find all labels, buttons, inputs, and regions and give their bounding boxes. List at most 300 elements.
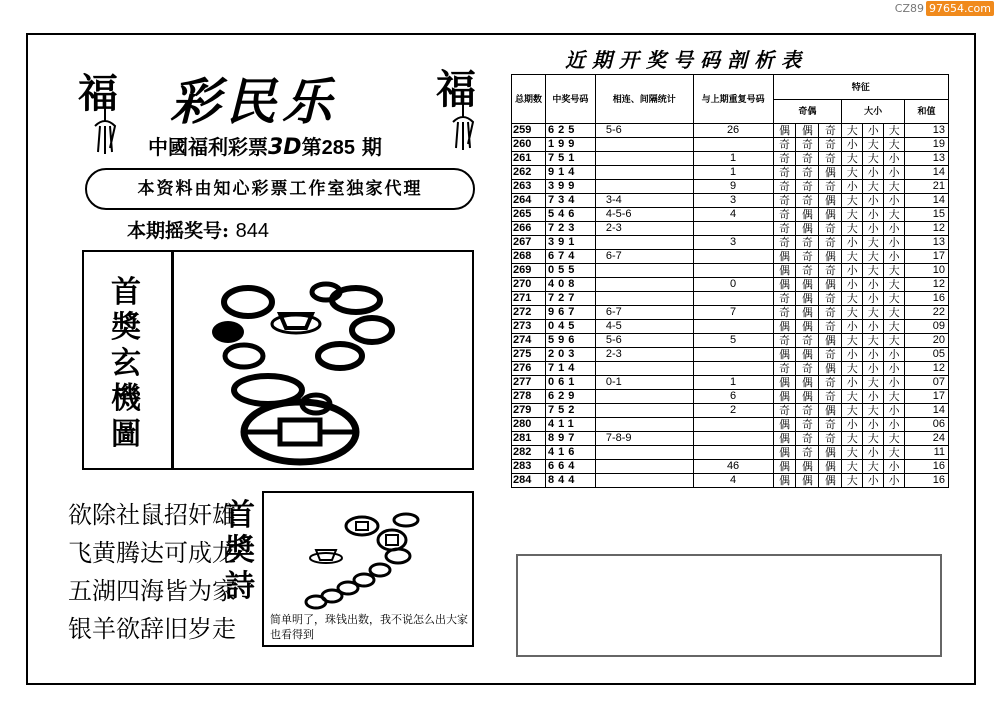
odd-even-cell: 偶 [796, 278, 819, 292]
sum-cell: 13 [905, 124, 949, 138]
number-cell: 664 [545, 460, 595, 474]
odd-even-cell: 奇 [773, 166, 796, 180]
sum-cell: 21 [905, 180, 949, 194]
odd-even-cell: 奇 [819, 124, 842, 138]
header-number: 中奖号码 [545, 75, 595, 124]
table-row [512, 362, 949, 376]
sum-cell: 16 [905, 292, 949, 306]
consecutive-cell [595, 138, 693, 152]
big-small-cell: 大 [863, 306, 884, 320]
agency-banner: 本资料由知心彩票工作室独家代理 [85, 168, 475, 210]
repeat-cell [693, 320, 773, 334]
sum-cell: 14 [905, 194, 949, 208]
big-small-cell: 大 [884, 278, 905, 292]
issue-cell: 279 [512, 404, 546, 418]
big-small-cell: 大 [842, 222, 863, 236]
sum-cell: 17 [905, 250, 949, 264]
big-small-cell: 小 [863, 320, 884, 334]
big-small-cell: 大 [863, 432, 884, 446]
number-cell: 844 [545, 474, 595, 488]
big-small-cell: 大 [884, 432, 905, 446]
repeat-cell: 9 [693, 180, 773, 194]
table-row [512, 278, 949, 292]
header-odd-even: 奇偶 [773, 99, 842, 124]
big-small-cell: 大 [842, 250, 863, 264]
issue-cell: 261 [512, 152, 546, 166]
mystery-label-char: 機 [111, 381, 141, 417]
issue-cell: 276 [512, 362, 546, 376]
big-small-cell: 小 [842, 376, 863, 390]
odd-even-cell: 奇 [773, 152, 796, 166]
consecutive-cell [595, 264, 693, 278]
issue-cell: 274 [512, 334, 546, 348]
poem-label-char: 首 [225, 498, 255, 533]
issue-mid: 第 [301, 135, 322, 159]
big-small-cell: 大 [884, 264, 905, 278]
consecutive-cell: 7-8-9 [595, 432, 693, 446]
repeat-cell: 26 [693, 124, 773, 138]
big-small-cell: 小 [863, 418, 884, 432]
consecutive-cell [595, 166, 693, 180]
consecutive-cell [595, 278, 693, 292]
big-small-cell: 大 [842, 362, 863, 376]
repeat-cell: 0 [693, 278, 773, 292]
sum-cell: 12 [905, 222, 949, 236]
number-cell: 408 [545, 278, 595, 292]
mystery-divider [171, 250, 174, 470]
header-features: 特征 [773, 75, 948, 100]
number-cell: 203 [545, 348, 595, 362]
issue-cell: 262 [512, 166, 546, 180]
big-small-cell: 小 [863, 362, 884, 376]
number-cell: 674 [545, 250, 595, 264]
poem-line: 银羊欲辞旧岁走 [68, 615, 236, 643]
odd-even-cell: 奇 [819, 390, 842, 404]
issue-number: 285 [321, 137, 355, 159]
odd-even-cell: 奇 [819, 236, 842, 250]
sum-cell: 12 [905, 278, 949, 292]
odd-even-cell: 奇 [773, 292, 796, 306]
repeat-cell [693, 264, 773, 278]
big-small-cell: 大 [863, 334, 884, 348]
big-small-cell: 大 [863, 404, 884, 418]
big-small-cell: 小 [842, 348, 863, 362]
odd-even-cell: 奇 [796, 180, 819, 194]
big-small-cell: 小 [884, 166, 905, 180]
odd-even-cell: 奇 [819, 418, 842, 432]
consecutive-cell: 4-5 [595, 320, 693, 334]
odd-even-cell: 奇 [773, 180, 796, 194]
sum-cell: 07 [905, 376, 949, 390]
odd-even-cell: 奇 [819, 320, 842, 334]
big-small-cell: 大 [884, 390, 905, 404]
repeat-cell [693, 292, 773, 306]
issue-cell: 282 [512, 446, 546, 460]
issue-cell: 277 [512, 376, 546, 390]
big-small-cell: 大 [884, 446, 905, 460]
odd-even-cell: 奇 [796, 404, 819, 418]
issue-cell: 283 [512, 460, 546, 474]
notes-box [516, 554, 942, 657]
odd-even-cell: 奇 [773, 334, 796, 348]
issue-prefix: 中國福利彩票 [148, 135, 268, 159]
big-small-cell: 大 [863, 138, 884, 152]
odd-even-cell: 偶 [773, 418, 796, 432]
mystery-label-char: 首 [111, 275, 141, 310]
repeat-cell [693, 446, 773, 460]
poem-line: 五湖四海皆为家 [68, 577, 236, 605]
table-row [512, 460, 949, 474]
number-cell: 199 [545, 138, 595, 152]
table-row [512, 474, 949, 488]
big-small-cell: 大 [842, 124, 863, 138]
big-small-cell: 小 [884, 362, 905, 376]
odd-even-cell: 偶 [773, 124, 796, 138]
repeat-cell: 4 [693, 474, 773, 488]
consecutive-cell: 0-1 [595, 376, 693, 390]
repeat-cell [693, 348, 773, 362]
odd-even-cell: 偶 [819, 194, 842, 208]
number-cell: 723 [545, 222, 595, 236]
sum-cell: 17 [905, 390, 949, 404]
header-repeat: 与上期重复号码 [693, 75, 773, 124]
table-row [512, 194, 949, 208]
analysis-table [511, 74, 949, 488]
odd-even-cell: 奇 [819, 292, 842, 306]
table-row [512, 432, 949, 446]
big-small-cell: 小 [863, 348, 884, 362]
big-small-cell: 大 [842, 166, 863, 180]
big-small-cell: 小 [863, 166, 884, 180]
big-small-cell: 大 [842, 474, 863, 488]
mystery-label-char: 奬 [111, 310, 141, 346]
repeat-cell: 3 [693, 194, 773, 208]
odd-even-cell: 偶 [773, 432, 796, 446]
odd-even-cell: 奇 [819, 376, 842, 390]
odd-even-cell: 偶 [796, 376, 819, 390]
number-cell: 714 [545, 362, 595, 376]
big-small-cell: 大 [863, 250, 884, 264]
odd-even-cell: 奇 [819, 432, 842, 446]
big-small-cell: 大 [842, 460, 863, 474]
odd-even-cell: 偶 [773, 390, 796, 404]
odd-even-cell: 偶 [819, 208, 842, 222]
number-cell: 596 [545, 334, 595, 348]
odd-even-cell: 奇 [819, 222, 842, 236]
consecutive-cell [595, 446, 693, 460]
big-small-cell: 小 [884, 222, 905, 236]
odd-even-cell: 奇 [796, 166, 819, 180]
odd-even-cell: 偶 [773, 376, 796, 390]
watermark-site: 97654.com [926, 1, 994, 16]
issue-cell: 273 [512, 320, 546, 334]
big-small-cell: 小 [884, 236, 905, 250]
table-row [512, 306, 949, 320]
consecutive-cell: 6-7 [595, 306, 693, 320]
big-small-cell: 小 [884, 250, 905, 264]
odd-even-cell: 偶 [796, 390, 819, 404]
issue-cell: 265 [512, 208, 546, 222]
big-small-cell: 小 [863, 278, 884, 292]
table-row [512, 376, 949, 390]
repeat-cell: 1 [693, 166, 773, 180]
big-small-cell: 小 [863, 208, 884, 222]
consecutive-cell: 2-3 [595, 348, 693, 362]
sum-cell: 13 [905, 152, 949, 166]
draw-number: 844 [235, 220, 270, 242]
big-small-cell: 大 [842, 152, 863, 166]
sum-cell: 11 [905, 446, 949, 460]
odd-even-cell: 偶 [796, 222, 819, 236]
big-small-cell: 小 [884, 418, 905, 432]
big-small-cell: 小 [842, 418, 863, 432]
odd-even-cell: 偶 [819, 362, 842, 376]
issue-cell: 263 [512, 180, 546, 194]
poem-caption: 简单明了，珠钱出数，我不说怎么出大家也看得到 [270, 613, 468, 641]
odd-even-cell: 偶 [796, 208, 819, 222]
consecutive-cell [595, 474, 693, 488]
big-small-cell: 小 [842, 320, 863, 334]
repeat-cell [693, 362, 773, 376]
repeat-cell [693, 418, 773, 432]
big-small-cell: 大 [884, 138, 905, 152]
issue-cell: 259 [512, 124, 546, 138]
sum-cell: 24 [905, 432, 949, 446]
number-cell: 391 [545, 236, 595, 250]
sum-cell: 15 [905, 208, 949, 222]
header-issue: 总期数 [512, 75, 546, 124]
repeat-cell: 7 [693, 306, 773, 320]
table-row [512, 320, 949, 334]
big-small-cell: 小 [863, 124, 884, 138]
draw-number-line [127, 216, 269, 243]
issue-cell: 260 [512, 138, 546, 152]
odd-even-cell: 奇 [773, 138, 796, 152]
issue-cell: 278 [512, 390, 546, 404]
table-row [512, 446, 949, 460]
poem-text [68, 496, 236, 648]
number-cell: 625 [545, 124, 595, 138]
table-row [512, 180, 949, 194]
watermark-prefix: CZ89 [894, 2, 925, 15]
odd-even-cell: 偶 [773, 460, 796, 474]
consecutive-cell [595, 418, 693, 432]
odd-even-cell: 偶 [773, 278, 796, 292]
poem-label-char: 詩 [225, 568, 255, 604]
number-cell: 045 [545, 320, 595, 334]
big-small-cell: 小 [842, 180, 863, 194]
repeat-cell [693, 222, 773, 236]
big-small-cell: 大 [842, 334, 863, 348]
poem-label-char: 奬 [225, 533, 255, 569]
issue-cell: 268 [512, 250, 546, 264]
table-row [512, 292, 949, 306]
poem-coins-illustration [300, 500, 450, 610]
consecutive-cell: 3-4 [595, 194, 693, 208]
big-small-cell: 大 [842, 432, 863, 446]
table-row [512, 208, 949, 222]
big-small-cell: 大 [884, 124, 905, 138]
odd-even-cell: 奇 [773, 236, 796, 250]
sum-cell: 14 [905, 404, 949, 418]
repeat-cell: 6 [693, 390, 773, 404]
header-big-small: 大小 [842, 99, 905, 124]
draw-label: 本期摇奖号: [127, 220, 230, 242]
number-cell: 967 [545, 306, 595, 320]
odd-even-cell: 奇 [796, 446, 819, 460]
odd-even-cell: 偶 [773, 250, 796, 264]
repeat-cell [693, 250, 773, 264]
odd-even-cell: 偶 [819, 404, 842, 418]
sum-cell: 16 [905, 460, 949, 474]
table-row [512, 138, 949, 152]
odd-even-cell: 偶 [796, 306, 819, 320]
big-small-cell: 小 [842, 138, 863, 152]
consecutive-cell [595, 152, 693, 166]
fu-character-right: 福 [436, 66, 476, 113]
issue-cell: 270 [512, 278, 546, 292]
issue-cell: 267 [512, 236, 546, 250]
sum-cell: 13 [905, 236, 949, 250]
odd-even-cell: 偶 [819, 334, 842, 348]
odd-even-cell: 偶 [796, 474, 819, 488]
big-small-cell: 小 [863, 194, 884, 208]
repeat-cell: 1 [693, 376, 773, 390]
big-small-cell: 小 [842, 278, 863, 292]
odd-even-cell: 奇 [796, 432, 819, 446]
issue-cell: 264 [512, 194, 546, 208]
odd-even-cell: 奇 [796, 250, 819, 264]
consecutive-cell [595, 236, 693, 250]
issue-cell: 272 [512, 306, 546, 320]
consecutive-cell: 4-5-6 [595, 208, 693, 222]
consecutive-cell [595, 180, 693, 194]
number-cell: 411 [545, 418, 595, 432]
odd-even-cell: 偶 [796, 320, 819, 334]
big-small-cell: 大 [863, 180, 884, 194]
big-small-cell: 大 [863, 236, 884, 250]
table-row [512, 250, 949, 264]
consecutive-cell: 5-6 [595, 334, 693, 348]
odd-even-cell: 奇 [796, 264, 819, 278]
tassel-left-icon [80, 108, 130, 158]
table-row [512, 124, 949, 138]
table-row [512, 404, 949, 418]
number-cell: 914 [545, 166, 595, 180]
odd-even-cell: 偶 [796, 460, 819, 474]
number-cell: 727 [545, 292, 595, 306]
odd-even-cell: 偶 [819, 250, 842, 264]
repeat-cell: 4 [693, 208, 773, 222]
big-small-cell: 小 [863, 390, 884, 404]
sum-cell: 20 [905, 334, 949, 348]
number-cell: 055 [545, 264, 595, 278]
big-small-cell: 大 [884, 208, 905, 222]
odd-even-cell: 奇 [773, 222, 796, 236]
odd-even-cell: 奇 [819, 180, 842, 194]
sum-cell: 19 [905, 138, 949, 152]
big-small-cell: 小 [863, 292, 884, 306]
poem-label [222, 498, 258, 604]
poem-line: 欲除社鼠招奸雄 [68, 501, 236, 529]
odd-even-cell: 偶 [796, 124, 819, 138]
number-cell: 546 [545, 208, 595, 222]
big-small-cell: 小 [884, 404, 905, 418]
sum-cell: 14 [905, 166, 949, 180]
number-cell: 629 [545, 390, 595, 404]
odd-even-cell: 奇 [773, 404, 796, 418]
issue-cell: 280 [512, 418, 546, 432]
odd-even-cell: 奇 [773, 194, 796, 208]
repeat-cell: 5 [693, 334, 773, 348]
big-small-cell: 大 [842, 404, 863, 418]
odd-even-cell: 偶 [773, 474, 796, 488]
table-row [512, 334, 949, 348]
sum-cell: 05 [905, 348, 949, 362]
odd-even-cell: 奇 [796, 418, 819, 432]
big-small-cell: 大 [884, 180, 905, 194]
number-cell: 897 [545, 432, 595, 446]
sum-cell: 10 [905, 264, 949, 278]
odd-even-cell: 奇 [796, 138, 819, 152]
big-small-cell: 大 [842, 306, 863, 320]
site-watermark [895, 2, 994, 15]
sum-cell: 22 [905, 306, 949, 320]
consecutive-cell [595, 460, 693, 474]
big-small-cell: 小 [884, 348, 905, 362]
big-small-cell: 大 [842, 292, 863, 306]
fu-character-left: 福 [78, 70, 118, 117]
table-row [512, 418, 949, 432]
issue-cell: 271 [512, 292, 546, 306]
odd-even-cell: 偶 [773, 348, 796, 362]
big-small-cell: 小 [884, 376, 905, 390]
odd-even-cell: 奇 [796, 236, 819, 250]
header-sum: 和值 [905, 99, 949, 124]
odd-even-cell: 奇 [796, 362, 819, 376]
number-cell: 752 [545, 404, 595, 418]
big-small-cell: 小 [884, 460, 905, 474]
odd-even-cell: 偶 [773, 264, 796, 278]
table-row [512, 222, 949, 236]
repeat-cell: 3 [693, 236, 773, 250]
big-small-cell: 大 [863, 152, 884, 166]
odd-even-cell: 奇 [796, 152, 819, 166]
odd-even-cell: 奇 [796, 334, 819, 348]
issue-cell: 284 [512, 474, 546, 488]
consecutive-cell: 6-7 [595, 250, 693, 264]
big-small-cell: 大 [884, 292, 905, 306]
table-row [512, 166, 949, 180]
odd-even-cell: 奇 [819, 152, 842, 166]
big-small-cell: 大 [842, 194, 863, 208]
odd-even-cell: 偶 [773, 320, 796, 334]
repeat-cell [693, 432, 773, 446]
tassel-right-icon [438, 104, 488, 154]
big-small-cell: 大 [884, 334, 905, 348]
big-small-cell: 小 [884, 474, 905, 488]
consecutive-cell: 2-3 [595, 222, 693, 236]
consecutive-cell [595, 404, 693, 418]
big-small-cell: 小 [863, 474, 884, 488]
consecutive-cell [595, 362, 693, 376]
odd-even-cell: 偶 [819, 446, 842, 460]
big-small-cell: 大 [863, 460, 884, 474]
sum-cell: 09 [905, 320, 949, 334]
odd-even-cell: 奇 [819, 264, 842, 278]
table-row [512, 264, 949, 278]
odd-even-cell: 偶 [796, 348, 819, 362]
